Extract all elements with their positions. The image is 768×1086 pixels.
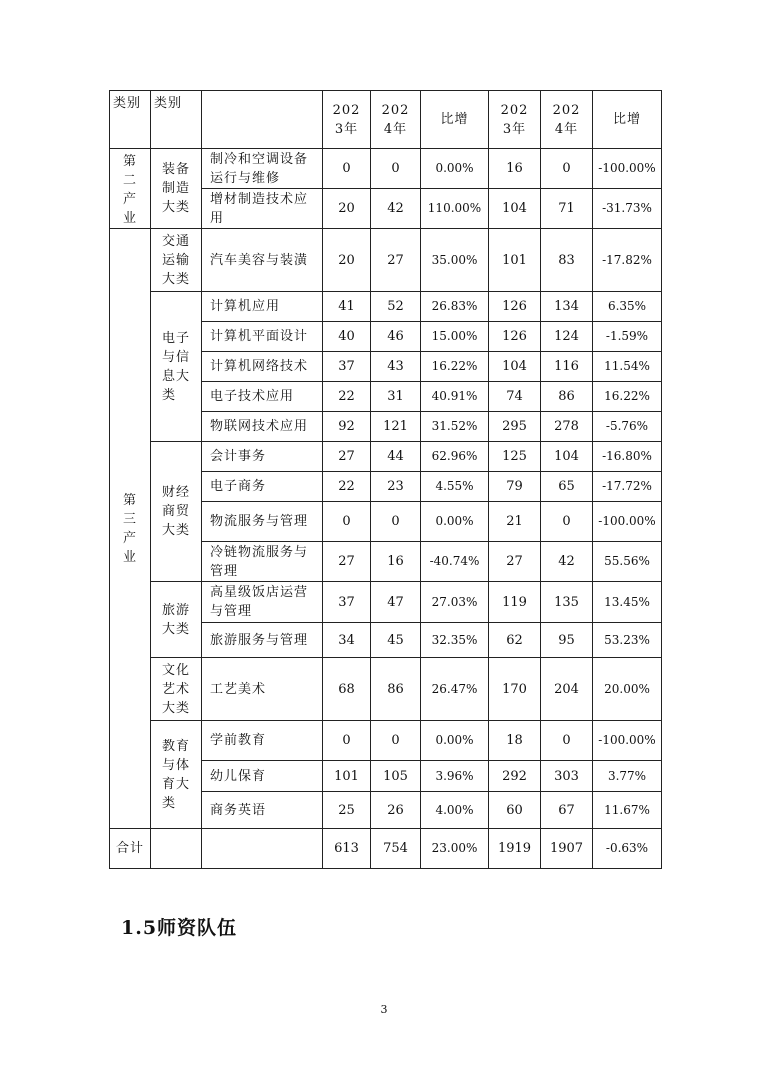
growth-a: 27.03% <box>421 582 489 623</box>
value-2024-b: 86 <box>541 382 593 412</box>
value-2024-b: 42 <box>541 542 593 582</box>
growth-a: 4.55% <box>421 472 489 502</box>
value-2024-a: 42 <box>371 189 421 229</box>
value-2024-a: 121 <box>371 412 421 442</box>
value-2024-a: 46 <box>371 322 421 352</box>
value-2023-b: 101 <box>489 229 541 292</box>
value-2024-b: 65 <box>541 472 593 502</box>
program-name: 增材制造技术应用 <box>202 189 323 229</box>
total-2024-a: 754 <box>371 829 421 869</box>
table-total-row <box>110 829 662 869</box>
header-year-2023-b: 2023年 <box>489 91 541 149</box>
value-2024-a: 43 <box>371 352 421 382</box>
value-2023-b: 27 <box>489 542 541 582</box>
growth-b: -100.00% <box>593 149 662 189</box>
table-row <box>110 229 662 292</box>
growth-b: -1.59% <box>593 322 662 352</box>
value-2024-b: 83 <box>541 229 593 292</box>
value-2024-a: 23 <box>371 472 421 502</box>
value-2024-a: 47 <box>371 582 421 623</box>
growth-a: 0.00% <box>421 502 489 542</box>
growth-b: -17.82% <box>593 229 662 292</box>
major-electronics: 电子与信息大类 <box>151 292 202 442</box>
total-2023-a: 613 <box>323 829 371 869</box>
value-2023-b: 125 <box>489 442 541 472</box>
value-2024-b: 0 <box>541 502 593 542</box>
program-name: 学前教育 <box>202 721 323 761</box>
table-row <box>110 149 662 189</box>
value-2024-a: 44 <box>371 442 421 472</box>
value-2024-b: 135 <box>541 582 593 623</box>
program-name: 物联网技术应用 <box>202 412 323 442</box>
growth-b: -17.72% <box>593 472 662 502</box>
total-growth-b: -0.63% <box>593 829 662 869</box>
growth-b: -100.00% <box>593 502 662 542</box>
value-2023-a: 20 <box>323 229 371 292</box>
program-name: 旅游服务与管理 <box>202 623 323 658</box>
growth-a: -40.74% <box>421 542 489 582</box>
program-name: 计算机应用 <box>202 292 323 322</box>
value-2024-b: 67 <box>541 792 593 829</box>
header-growth-a: 比增 <box>421 91 489 149</box>
value-2024-b: 116 <box>541 352 593 382</box>
table-row <box>110 442 662 472</box>
growth-a: 62.96% <box>421 442 489 472</box>
growth-a: 110.00% <box>421 189 489 229</box>
major-commerce: 财经商贸大类 <box>151 442 202 582</box>
total-label: 合计 <box>110 829 151 869</box>
value-2024-a: 105 <box>371 761 421 792</box>
value-2023-a: 0 <box>323 721 371 761</box>
value-2024-b: 0 <box>541 721 593 761</box>
value-2024-a: 52 <box>371 292 421 322</box>
value-2023-a: 68 <box>323 658 371 721</box>
growth-b: -16.80% <box>593 442 662 472</box>
value-2024-b: 134 <box>541 292 593 322</box>
value-2024-a: 31 <box>371 382 421 412</box>
value-2024-a: 27 <box>371 229 421 292</box>
growth-a: 32.35% <box>421 623 489 658</box>
growth-b: -31.73% <box>593 189 662 229</box>
growth-a: 0.00% <box>421 149 489 189</box>
growth-a: 15.00% <box>421 322 489 352</box>
growth-b: 55.56% <box>593 542 662 582</box>
value-2023-a: 20 <box>323 189 371 229</box>
program-name: 电子商务 <box>202 472 323 502</box>
value-2023-a: 27 <box>323 542 371 582</box>
value-2023-a: 22 <box>323 472 371 502</box>
value-2024-b: 71 <box>541 189 593 229</box>
value-2023-a: 22 <box>323 382 371 412</box>
value-2024-b: 104 <box>541 442 593 472</box>
major-arts: 文化艺术大类 <box>151 658 202 721</box>
growth-a: 3.96% <box>421 761 489 792</box>
program-name: 会计事务 <box>202 442 323 472</box>
growth-b: 20.00% <box>593 658 662 721</box>
header-category-2: 类别 <box>151 91 202 149</box>
page-number: 3 <box>380 1003 388 1016</box>
program-name: 商务英语 <box>202 792 323 829</box>
program-name: 制冷和空调设备运行与维修 <box>202 149 323 189</box>
program-name: 高星级饭店运营与管理 <box>202 582 323 623</box>
growth-b: 13.45% <box>593 582 662 623</box>
value-2023-a: 0 <box>323 502 371 542</box>
program-name: 计算机平面设计 <box>202 322 323 352</box>
value-2023-a: 0 <box>323 149 371 189</box>
program-name: 冷链物流服务与管理 <box>202 542 323 582</box>
header-year-2024-b: 2024年 <box>541 91 593 149</box>
value-2023-b: 170 <box>489 658 541 721</box>
header-year-2023-a: 2023年 <box>323 91 371 149</box>
value-2023-a: 34 <box>323 623 371 658</box>
growth-a: 35.00% <box>421 229 489 292</box>
program-name: 工艺美术 <box>202 658 323 721</box>
value-2023-b: 18 <box>489 721 541 761</box>
header-category-1: 类别 <box>110 91 151 149</box>
value-2023-b: 126 <box>489 322 541 352</box>
value-2024-b: 0 <box>541 149 593 189</box>
value-2024-a: 26 <box>371 792 421 829</box>
value-2024-b: 124 <box>541 322 593 352</box>
value-2023-a: 40 <box>323 322 371 352</box>
growth-a: 40.91% <box>421 382 489 412</box>
table-row <box>110 292 662 322</box>
table-row <box>110 582 662 623</box>
section-heading: 1.5师资队伍 <box>121 917 238 939</box>
value-2023-a: 101 <box>323 761 371 792</box>
value-2023-b: 16 <box>489 149 541 189</box>
value-2023-b: 104 <box>489 189 541 229</box>
total-growth-a: 23.00% <box>421 829 489 869</box>
value-2024-a: 16 <box>371 542 421 582</box>
sector-secondary: 第二产业 <box>110 149 151 229</box>
growth-b: 11.67% <box>593 792 662 829</box>
value-2023-a: 25 <box>323 792 371 829</box>
major-equipment: 装备制造大类 <box>151 149 202 229</box>
header-year-2024-a: 2024年 <box>371 91 421 149</box>
header-program <box>202 91 323 149</box>
sector-tertiary: 第三产业 <box>110 229 151 829</box>
value-2024-b: 278 <box>541 412 593 442</box>
growth-b: 11.54% <box>593 352 662 382</box>
value-2023-b: 295 <box>489 412 541 442</box>
growth-b: 16.22% <box>593 382 662 412</box>
value-2023-b: 292 <box>489 761 541 792</box>
major-education: 教育与体育大类 <box>151 721 202 829</box>
total-2023-b: 1919 <box>489 829 541 869</box>
value-2023-b: 104 <box>489 352 541 382</box>
program-name: 汽车美容与装潢 <box>202 229 323 292</box>
value-2023-a: 92 <box>323 412 371 442</box>
total-2024-b: 1907 <box>541 829 593 869</box>
table-header-row <box>110 91 662 149</box>
header-growth-b: 比增 <box>593 91 662 149</box>
program-name: 计算机网络技术 <box>202 352 323 382</box>
value-2023-b: 119 <box>489 582 541 623</box>
value-2024-b: 95 <box>541 623 593 658</box>
major-transport: 交通运输大类 <box>151 229 202 292</box>
value-2024-a: 0 <box>371 149 421 189</box>
value-2023-b: 60 <box>489 792 541 829</box>
major-tourism: 旅游大类 <box>151 582 202 658</box>
growth-b: 53.23% <box>593 623 662 658</box>
value-2024-b: 204 <box>541 658 593 721</box>
total-empty-2 <box>202 829 323 869</box>
growth-a: 4.00% <box>421 792 489 829</box>
value-2024-b: 303 <box>541 761 593 792</box>
enrollment-table <box>109 90 662 869</box>
growth-b: 3.77% <box>593 761 662 792</box>
value-2023-b: 74 <box>489 382 541 412</box>
value-2023-a: 41 <box>323 292 371 322</box>
growth-a: 26.47% <box>421 658 489 721</box>
value-2023-b: 79 <box>489 472 541 502</box>
program-name: 电子技术应用 <box>202 382 323 412</box>
growth-b: 6.35% <box>593 292 662 322</box>
program-name: 物流服务与管理 <box>202 502 323 542</box>
growth-a: 26.83% <box>421 292 489 322</box>
table-row <box>110 721 662 761</box>
growth-b: -100.00% <box>593 721 662 761</box>
growth-a: 31.52% <box>421 412 489 442</box>
value-2024-a: 86 <box>371 658 421 721</box>
value-2023-a: 37 <box>323 582 371 623</box>
value-2023-a: 37 <box>323 352 371 382</box>
growth-b: -5.76% <box>593 412 662 442</box>
value-2023-b: 126 <box>489 292 541 322</box>
value-2024-a: 0 <box>371 721 421 761</box>
value-2023-b: 62 <box>489 623 541 658</box>
value-2023-a: 27 <box>323 442 371 472</box>
growth-a: 0.00% <box>421 721 489 761</box>
value-2024-a: 0 <box>371 502 421 542</box>
table-row <box>110 658 662 721</box>
program-name: 幼儿保育 <box>202 761 323 792</box>
total-empty-1 <box>151 829 202 869</box>
growth-a: 16.22% <box>421 352 489 382</box>
value-2023-b: 21 <box>489 502 541 542</box>
value-2024-a: 45 <box>371 623 421 658</box>
